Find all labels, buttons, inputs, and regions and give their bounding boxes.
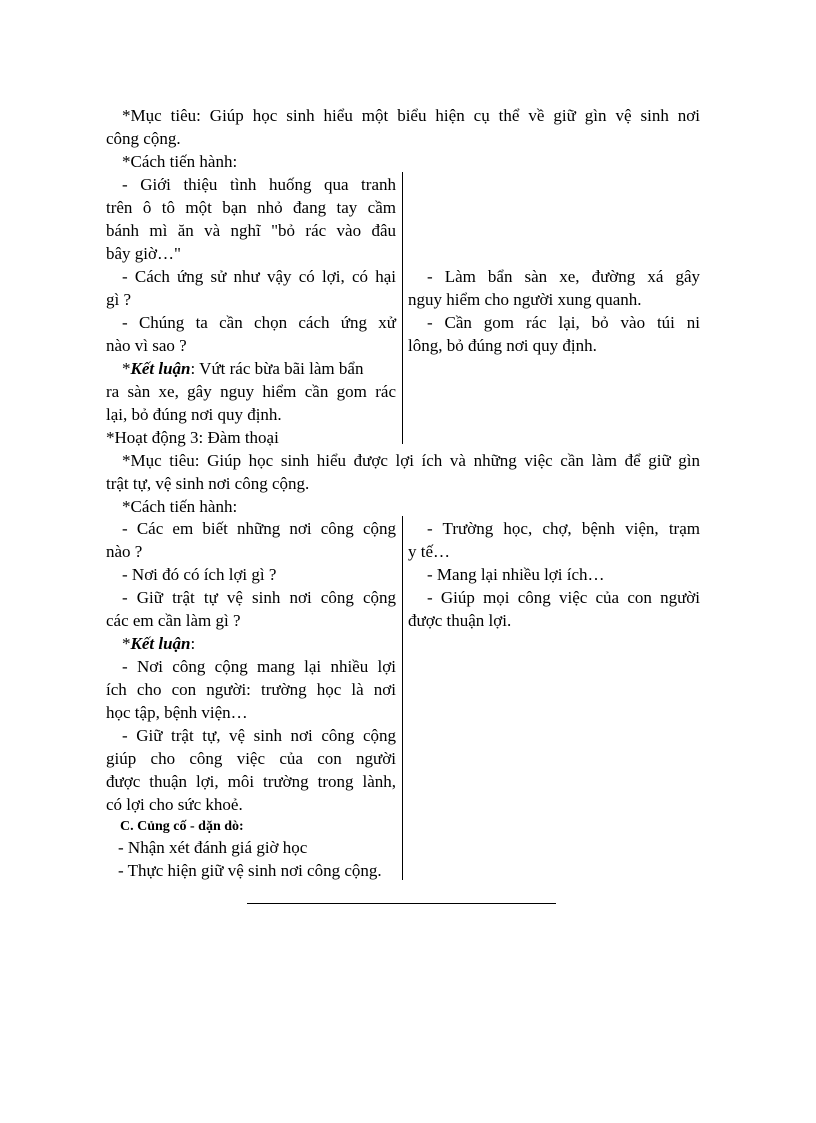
- wrap-up-line: - Thực hiện giữ vệ sinh nơi công cộng.: [118, 861, 382, 880]
- objective-line: *Mục tiêu: Giúp học sinh hiểu được lợi ích và những việc cần làm để giữ gìn: [122, 451, 700, 470]
- conclusion-prefix: *: [122, 634, 131, 653]
- end-separator: [247, 903, 556, 904]
- conclusion-prefix: *: [122, 359, 131, 378]
- teacher-line: học tập, bệnh viện…: [106, 703, 248, 722]
- conclusion-line: [122, 357, 363, 380]
- objective-line: trật tự, vệ sinh nơi công cộng.: [106, 474, 310, 493]
- teacher-line: nào ?: [106, 542, 143, 561]
- student-line: nguy hiểm cho người xung quanh.: [408, 290, 642, 309]
- student-line: - Cần gom rác lại, bỏ vào túi ni: [427, 313, 700, 332]
- student-line: được thuận lợi.: [408, 611, 512, 630]
- conclusion-text: : Vứt rác bừa bãi làm bẩn: [190, 359, 364, 378]
- student-line: y tế…: [408, 542, 451, 561]
- teacher-line: - Giữ trật tự vệ sinh nơi công cộng: [122, 588, 396, 607]
- teacher-line: bánh mì ăn và nghĩ "bỏ rác vào đâu: [106, 221, 396, 240]
- student-line: - Giúp mọi công việc của con người: [427, 588, 700, 607]
- teacher-line: ra sàn xe, gây nguy hiểm cần gom rác: [106, 382, 396, 401]
- wrap-up-heading: C. Củng cố - dặn dò:: [120, 819, 244, 834]
- student-line: - Làm bẩn sàn xe, đường xá gây: [427, 267, 700, 286]
- column-divider: [402, 516, 403, 880]
- teacher-line: nào vì sao ?: [106, 336, 187, 355]
- student-line: - Mang lại nhiều lợi ích…: [427, 565, 605, 584]
- teacher-line: - Giới thiệu tình huống qua tranh: [122, 175, 396, 194]
- activity-heading: *Hoạt động 3: Đàm thoại: [106, 428, 279, 447]
- teacher-line: các em cần làm gì ?: [106, 611, 241, 630]
- conclusion-line: [122, 632, 195, 655]
- student-line: - Trường học, chợ, bệnh viện, trạm: [427, 519, 700, 538]
- column-divider: [402, 172, 403, 444]
- conclusion-text: :: [190, 634, 196, 653]
- procedure-heading: *Cách tiến hành:: [122, 152, 238, 171]
- conclusion-label: Kết luận: [130, 634, 191, 653]
- teacher-line: giúp cho công việc của con người: [106, 749, 396, 768]
- teacher-line: trên ô tô một bạn nhỏ đang tay cầm: [106, 198, 396, 217]
- conclusion-label: Kết luận: [130, 359, 191, 378]
- teacher-line: - Giữ trật tự, vệ sinh nơi công cộng: [122, 726, 396, 745]
- teacher-line: - Các em biết những nơi công cộng: [122, 519, 396, 538]
- objective-line: công cộng.: [106, 129, 181, 148]
- objective-line: *Mục tiêu: Giúp học sinh hiểu một biểu hiện cụ thể về giữ gìn vệ sinh nơi: [122, 106, 700, 125]
- teacher-line: - Nơi công cộng mang lại nhiều lợi: [122, 657, 396, 676]
- teacher-line: có lợi cho sức khoẻ.: [106, 795, 243, 814]
- teacher-line: - Nơi đó có ích lợi gì ?: [122, 565, 277, 584]
- teacher-line: được thuận lợi, môi trường trong lành,: [106, 772, 396, 791]
- teacher-line: lại, bỏ đúng nơi quy định.: [106, 405, 282, 424]
- teacher-line: - Cách ứng sử như vậy có lợi, có hại: [122, 267, 396, 286]
- teacher-line: ích cho con người: trường học là nơi: [106, 680, 396, 699]
- wrap-up-line: - Nhận xét đánh giá giờ học: [118, 838, 308, 857]
- teacher-line: - Chúng ta cần chọn cách ứng xử: [122, 313, 396, 332]
- teacher-line: bây giờ…": [106, 244, 181, 263]
- procedure-heading: *Cách tiến hành:: [122, 497, 238, 516]
- student-line: lông, bỏ đúng nơi quy định.: [408, 336, 597, 355]
- teacher-line: gì ?: [106, 290, 132, 309]
